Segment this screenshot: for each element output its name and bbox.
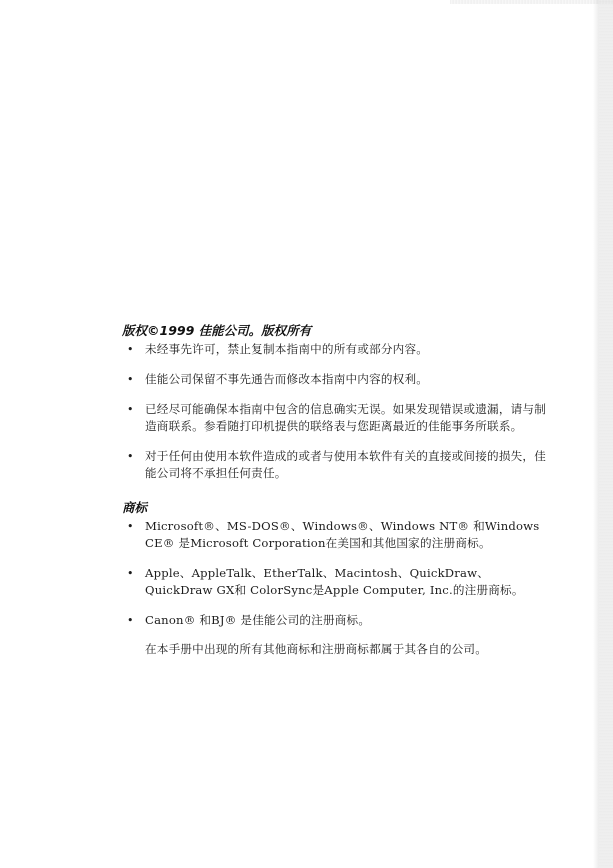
copyright-list [122, 341, 552, 482]
bullet-icon: • [127, 373, 134, 386]
copyright-heading: 版权©1999 佳能公司。版权所有 [122, 323, 312, 338]
trademark-item-text: Apple、AppleTalk、EtherTalk、Macintosh、QuickDraw、QuickDraw GX和 ColorSync是Apple Computer, Inc.的注册商标。 [145, 566, 524, 597]
trademark-item [122, 518, 552, 552]
trademark-item-text: Canon® 和BJ® 是佳能公司的注册商标。 [145, 613, 371, 627]
bullet-icon: • [127, 614, 134, 627]
copyright-item [122, 371, 552, 388]
trademark-item-text: Microsoft®、MS-DOS®、Windows®、Windows NT® 和Windows CE® 是Microsoft Corporation在美国和其他国家的注册商标。 [145, 519, 540, 550]
copyright-item-text: 佳能公司保留不事先通告而修改本指南中内容的权利。 [145, 372, 429, 386]
trademarks-heading: 商标 [122, 500, 148, 515]
document-body [122, 323, 552, 658]
copyright-item [122, 401, 552, 435]
copyright-item-text: 未经事先许可，禁止复制本指南中的所有或部分内容。 [145, 342, 429, 356]
copyright-item [122, 341, 552, 358]
bullet-icon: • [127, 567, 134, 580]
copyright-item-text: 对于任何由使用本软件造成的或者与使用本软件有关的直接或间接的损失，佳能公司将不承担任何责任。 [145, 449, 546, 480]
copyright-item-text: 已经尽可能确保本指南中包含的信息确实无误。如果发现错误或遗漏，请与制造商联系。参看随打印机提供的联络表与您距离最近的佳能事务所联系。 [145, 402, 546, 433]
bullet-icon: • [127, 520, 134, 533]
copyright-item [122, 448, 552, 482]
trademark-item [122, 565, 552, 599]
scan-edge-top [450, 0, 613, 4]
trademarks-list [122, 518, 552, 629]
trademarks-note: 在本手册中出现的所有其他商标和注册商标都属于其各自的公司。 [145, 642, 488, 656]
scan-edge-right [599, 0, 613, 868]
bullet-icon: • [127, 403, 134, 416]
bullet-icon: • [127, 343, 134, 356]
trademark-item [122, 612, 552, 629]
bullet-icon: • [127, 450, 134, 463]
